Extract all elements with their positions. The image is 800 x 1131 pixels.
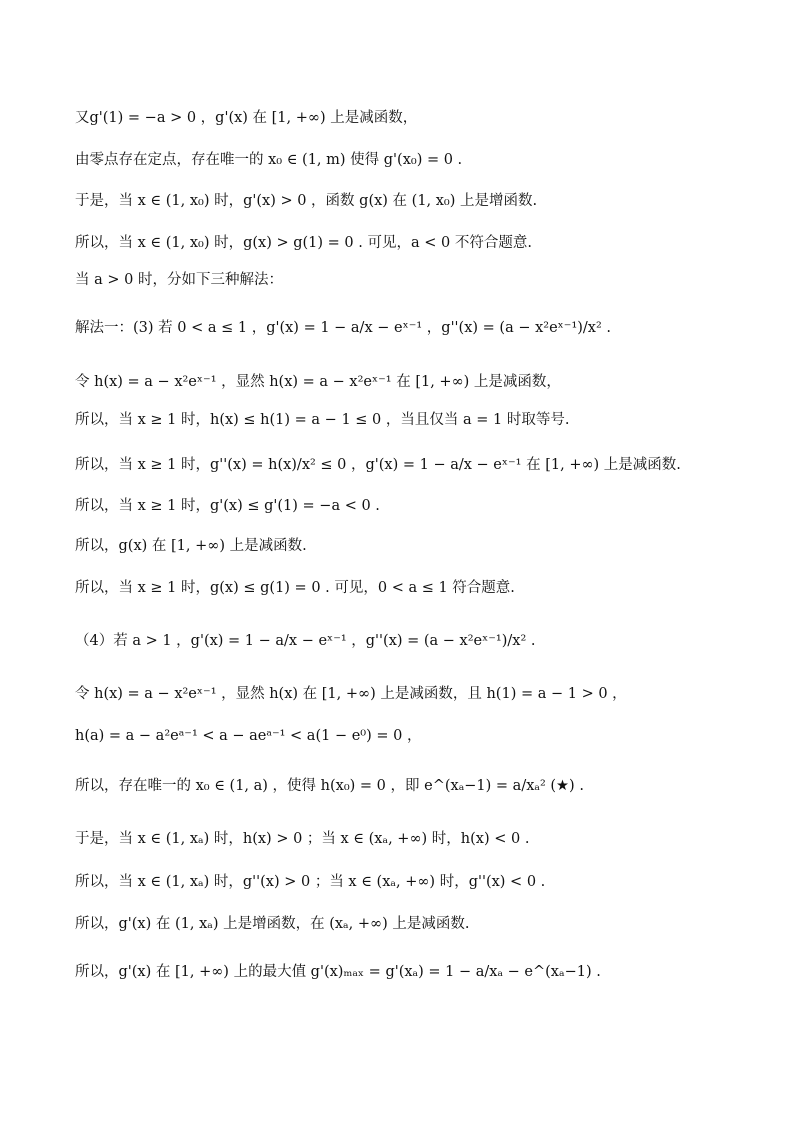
text-line-14: 令 h(x) = a − x²eˣ⁻¹ ，显然 h(x) 在 [1, +∞) 上是减函数，且 h(1) = a − 1 > 0 ， <box>75 686 627 702</box>
text-line-19: 所以，g'(x) 在 (1, xₐ) 上是增函数，在 (xₐ, +∞) 上是减函数. <box>75 916 470 932</box>
text-line-3: 于是，当 x ∈ (1, x₀) 时，g'(x) > 0 ，函数 g(x) 在 (1, x₀) 上是增函数. <box>75 193 538 209</box>
text-line-11: 所以，g(x) 在 [1, +∞) 上是减函数. <box>75 538 307 554</box>
text-line-4: 所以，当 x ∈ (1, x₀) 时，g(x) > g(1) = 0 . 可见，a < 0 不符合题意. <box>75 235 532 251</box>
text-line-12: 所以，当 x ≥ 1 时，g(x) ≤ g(1) = 0 . 可见，0 < a ≤ 1 符合题意. <box>75 580 515 596</box>
text-line-5: 当 a > 0 时，分如下三种解法： <box>75 272 283 288</box>
text-line-1: 又g'(1) = −a > 0 ，g'(x) 在 [1, +∞) 上是减函数， <box>75 110 418 126</box>
text-line-8: 所以，当 x ≥ 1 时，h(x) ≤ h(1) = a − 1 ≤ 0 ，当且仅当 a = 1 时取等号. <box>75 412 570 428</box>
text-line-18: 所以，当 x ∈ (1, xₐ) 时，g''(x) > 0 ；当 x ∈ (xₐ, +∞) 时，g''(x) < 0 . <box>75 874 546 890</box>
text-line-10: 所以，当 x ≥ 1 时，g'(x) ≤ g'(1) = −a < 0 . <box>75 498 380 514</box>
text-line-9: 所以，当 x ≥ 1 时，g''(x) = h(x)/x² ≤ 0 ，g'(x) = 1 − a/x − eˣ⁻¹ 在 [1, +∞) 上是减函数. <box>75 457 681 473</box>
text-line-17: 于是，当 x ∈ (1, xₐ) 时，h(x) > 0 ；当 x ∈ (xₐ, +∞) 时，h(x) < 0 . <box>75 831 530 847</box>
text-line-2: 由零点存在定点，存在唯一的 x₀ ∈ (1, m) 使得 g'(x₀) = 0 . <box>75 152 463 168</box>
text-line-20: 所以，g'(x) 在 [1, +∞) 上的最大值 g'(x)ₘₐₓ = g'(xₐ) = 1 − a/xₐ − e^(xₐ−1) . <box>75 964 601 980</box>
text-line-7: 令 h(x) = a − x²eˣ⁻¹ ，显然 h(x) = a − x²eˣ⁻¹ 在 [1, +∞) 上是减函数， <box>75 374 561 390</box>
text-line-6: 解法一：(3) 若 0 < a ≤ 1 ，g'(x) = 1 − a/x − eˣ⁻¹ ，g''(x) = (a − x²eˣ⁻¹)/x² . <box>75 320 612 336</box>
text-line-16: 所以，存在唯一的 x₀ ∈ (1, a) ，使得 h(x₀) = 0 ，即 e^(xₐ−1) = a/xₐ² (★) . <box>75 778 584 794</box>
text-line-13: （4）若 a > 1 ，g'(x) = 1 − a/x − eˣ⁻¹ ，g''(x) = (a − x²eˣ⁻¹)/x² . <box>75 633 536 649</box>
text-line-15: h(a) = a − a²eᵃ⁻¹ < a − aeᵃ⁻¹ < a(1 − e⁰) = 0 ， <box>75 728 422 744</box>
